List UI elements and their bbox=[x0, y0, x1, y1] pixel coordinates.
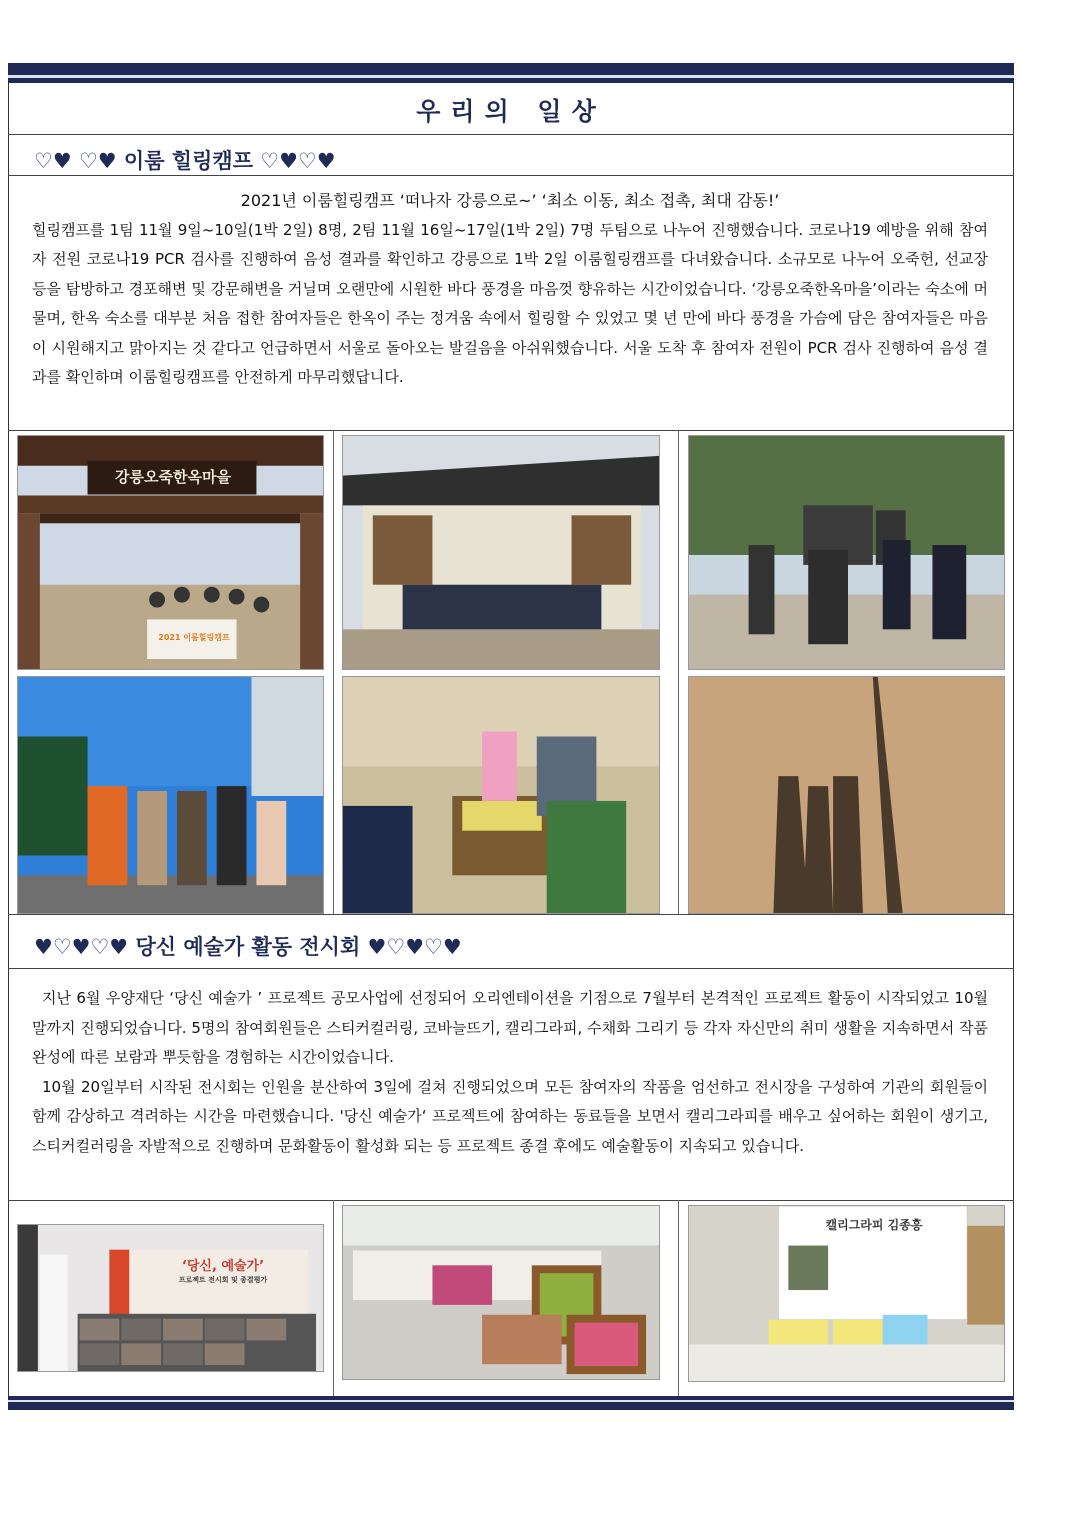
photo-hanok-gate bbox=[17, 435, 324, 670]
divider bbox=[8, 1200, 1014, 1201]
divider bbox=[8, 430, 1014, 431]
photo-outdoor-sign bbox=[688, 435, 1005, 670]
photo-bridge-group bbox=[17, 676, 324, 914]
section2-body bbox=[32, 984, 988, 1161]
photo-slide-subtitle: 프로젝트 전시회 및 종결평가 bbox=[178, 1276, 268, 1284]
divider bbox=[8, 134, 1014, 135]
photo-hanok-group bbox=[342, 435, 660, 670]
divider bbox=[8, 175, 1014, 176]
section1-subtitle: 2021년 이룸힐링캠프 ‘떠나자 강릉으로~’ ‘최소 이동, 최소 접촉, 최대 감동!’ bbox=[240, 191, 780, 210]
section2-paragraph1: 지난 6월 우양재단 ‘당신 예술가 ’ 프로젝트 공모사업에 선정되어 오리엔테이션을 기점으로 7월부터 본격적인 프로젝트 활동이 시작되었고 10월 말까지 진행되었습니다. 5명의 참여회원들은 스티커컬러링, 코바늘뜨기, 캘리그라피, 수채화 그리기 등 각자 자신만의 취미 생활을 지속하면서 작품 완성에 따른 보람과 뿌듯함을 경험하는 시간이었습니다. bbox=[32, 989, 988, 1066]
photo1-sign-text: 강릉오죽한옥마을 bbox=[115, 468, 231, 486]
photo-video-call bbox=[17, 1224, 324, 1372]
section1-title: ♡♥ ♡♥ 이룸 힐링캠프 ♡♥♡♥ bbox=[34, 149, 336, 173]
section2-paragraph2: 10월 20일부터 시작된 전시회는 인원을 분산하여 3일에 걸쳐 진행되었으며 모든 참여자의 작품을 엄선하고 전시장을 구성하여 기관의 회원들이 함께 감상하고 격려하는 시간을 마련했습니다. '당신 예술가‘ 프로젝트에 참여하는 동료들을 보면서 캘리그라피를 배우고 싶어하는 회원이 생기고, 스티커컬러링을 자발적으로 진행하며 문화활동이 활성화 되는 등 프로젝트 종결 후에도 예술활동이 지속되고 있습니다. bbox=[32, 1077, 988, 1155]
photo-calligraphy bbox=[688, 1205, 1005, 1382]
bottom-band bbox=[8, 1396, 1014, 1410]
section1-paragraph: 힐링캠프를 1팀 11월 9일~10일(1박 2일) 8명, 2팀 11월 16일~17일(1박 2일) 7명 두팀으로 나누어 진행했습니다. 코로나19 예방을 위해 참여자 전원 코로나19 PCR 검사를 진행하여 음성 결과를 확인하고 강릉으로 1박 2일 이룸힐링캠프를 다녀왔습니다. 소규모로 나누어 오죽헌, 선교장 등을 탐방하고 경포해변 및 강문해변을 거닐며 오랜만에 시원한 바다 풍경을 마음껏 향유하는 시간이었습니다. ‘강릉오죽한옥마을’이라는 숙소에 머물며, 한옥 숙소를 대부분 처음 접한 참여자들은 한옥이 주는 정겨움 속에서 힐링할 수 있었고 몇 년 만에 바다 풍경을 가슴에 담은 참여자들은 마음이 시원해지고 맑아지는 것 같다고 언급하면서 서울로 돌아오는 발걸음을 아쉬워했습니다. 서울 도착 후 참여자 전원이 PCR 검사 진행하여 음성 결과를 확인하며 이룸힐링캠프를 안전하게 마무리했답니다. bbox=[32, 220, 988, 386]
photo1-banner-text: 2021 이룸힐링캠프 bbox=[158, 633, 230, 642]
divider bbox=[8, 968, 1014, 969]
section2-title: ♥♡♥♡♥ 당신 예술가 활동 전시회 ♥♡♥♡♥ bbox=[34, 935, 462, 959]
divider bbox=[333, 430, 334, 915]
photo-indoor-table bbox=[342, 676, 660, 914]
page-title: 우리의 일상 bbox=[416, 97, 606, 126]
section1-body bbox=[32, 186, 988, 393]
photo-calligraphy-title: 캘리그라피 김종흥 bbox=[825, 1218, 923, 1232]
divider bbox=[678, 1200, 679, 1396]
divider bbox=[333, 1200, 334, 1396]
photo-shadows-beach bbox=[688, 676, 1005, 914]
divider bbox=[678, 430, 679, 915]
top-band bbox=[8, 63, 1014, 83]
divider bbox=[8, 914, 1014, 915]
photo-slide-title: ‘당신, 예술가’ bbox=[181, 1259, 265, 1274]
photo-exhibition-table bbox=[342, 1205, 660, 1380]
